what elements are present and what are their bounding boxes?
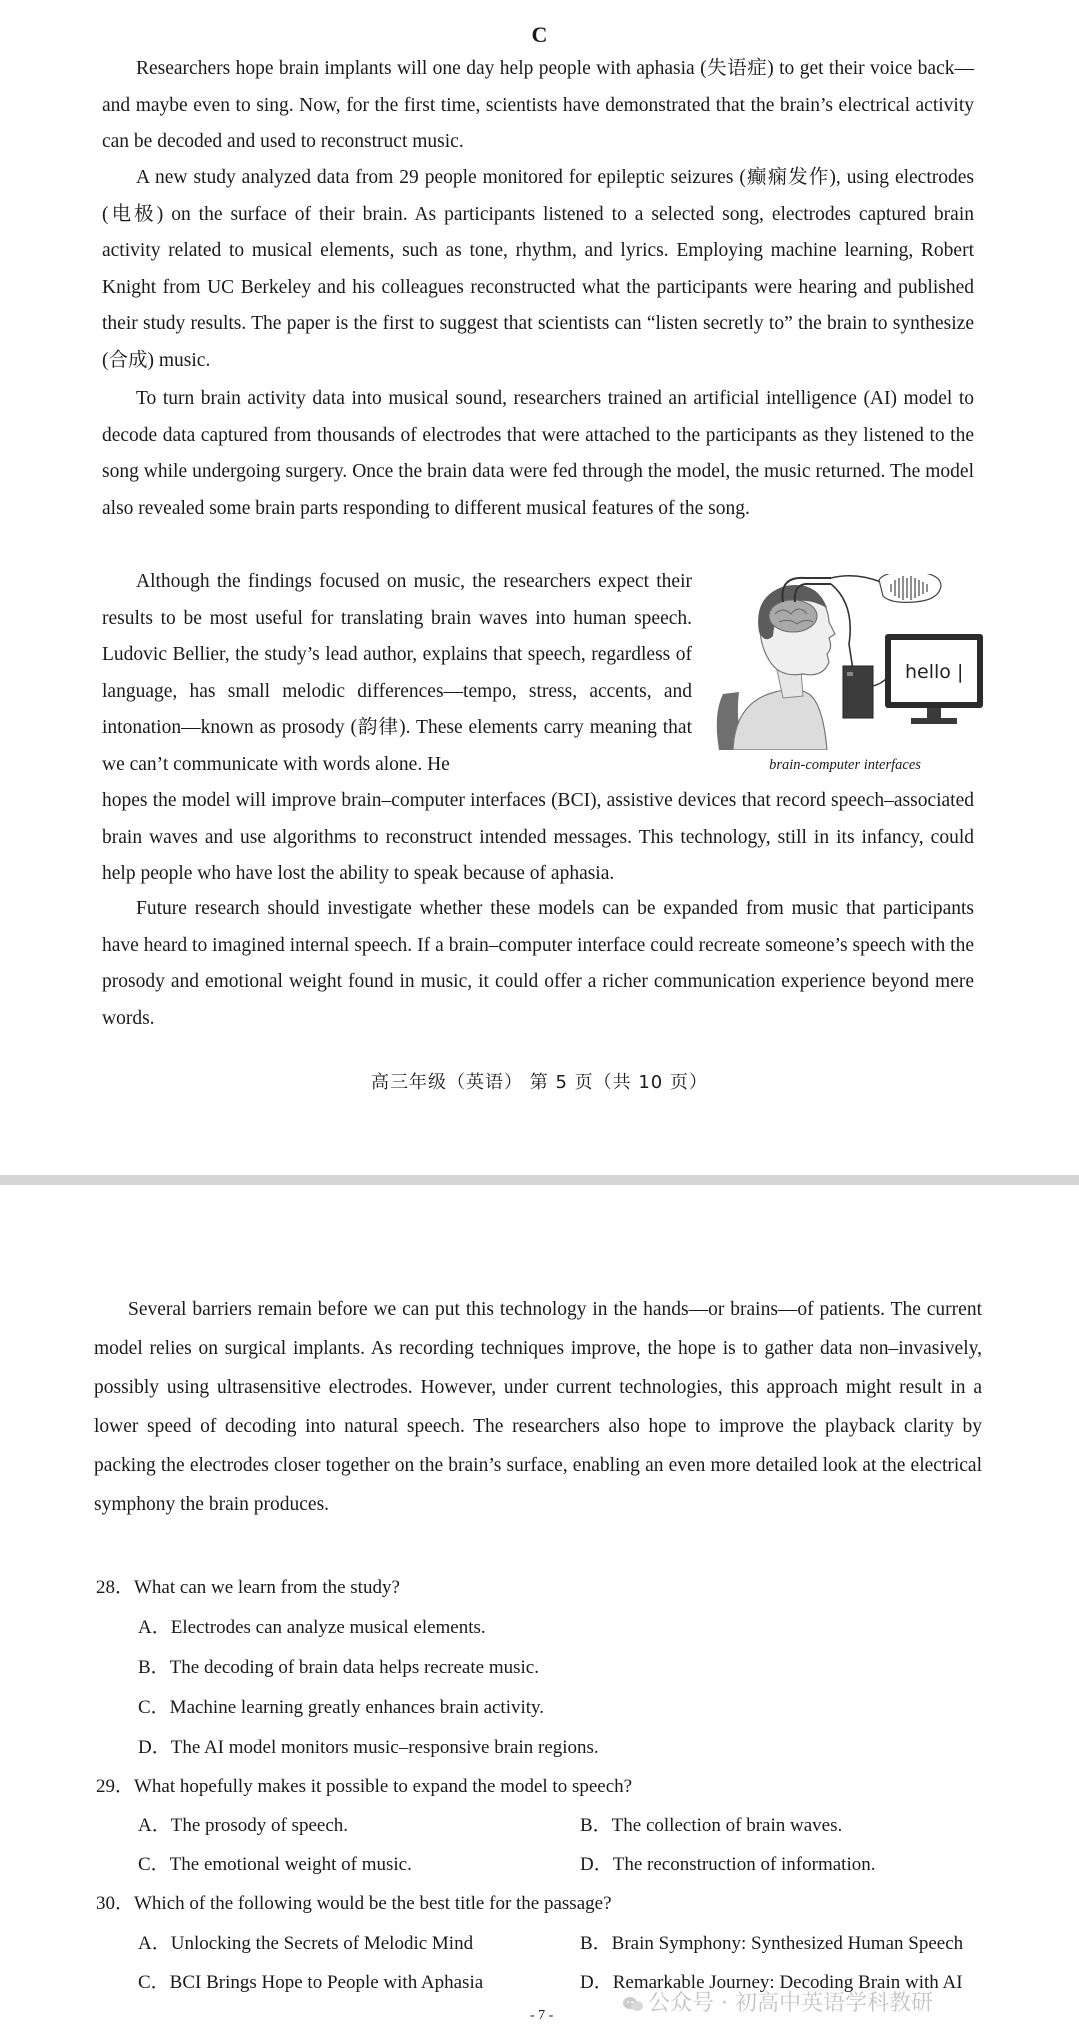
figure-caption: brain-computer interfaces: [769, 757, 921, 773]
question-29-option-a: A．The prosody of speech.: [138, 1815, 349, 1836]
question-30-option-a: A．Unlocking the Secrets of Melodic Mind: [138, 1933, 474, 1954]
paragraph-3: To turn brain activity data into musical sound, researchers trained an artificial intelligence (AI) model to decode data captured from thousands of electrodes that were attached to the participants as they listened to the song while undergoing surgery. Once the brain data were fed through the model, the music returned. The model also revealed some brain parts responding to different musical features of the song.: [102, 388, 974, 519]
watermark: [622, 1986, 933, 2017]
question-30-option-b: B．Brain Symphony: Synthesized Human Speech: [580, 1933, 964, 1954]
question-30-option-c: C．BCI Brings Hope to People with Aphasia: [138, 1972, 484, 1993]
paragraph-6: Several barriers remain before we can put this technology in the hands—or brains—of patients. The current model relies on surgical implants. As recording techniques improve, the hope is to gather data non–invasively, possibly using ultrasensitive electrodes. However, under current technologies, this approach might result in a lower speed of decoding into natural speech. The researchers also hope to improve the playback clarity by packing the electrodes closer together on the brain’s surface, enabling an even more detailed look at the electrical symphony the brain produces.: [94, 1299, 982, 1515]
question-28-option-a: A．Electrodes can analyze musical elements.: [138, 1617, 486, 1638]
monitor-screen-text: hello |: [905, 661, 964, 683]
page-separator: [0, 1175, 1079, 1185]
question-30-stem: 30．Which of the following would be the best title for the passage?: [96, 1893, 612, 1914]
paragraph-1: Researchers hope brain implants will one day help people with aphasia (失语症) to get their voice back—and maybe even to sing. Now, for the first time, scientists have demonstrated that the brain’s electrical activity can be decoded and used to reconstruct music.: [102, 58, 974, 153]
page-footer: 高三年级（英语） 第 5 页（共 10 页）: [371, 1072, 708, 1093]
paragraph-4-continued: hopes the model will improve brain–computer interfaces (BCI), assistive devices that record speech–associated brain waves and use algorithms to reconstruct intended messages. This technology, still in its infancy, could help people who have lost the ability to speak because of aphasia.: [102, 790, 974, 885]
watermark-text: 公众号 · 初高中英语学科教研: [648, 1991, 933, 2016]
question-28-option-c: C．Machine learning greatly enhances brain activity.: [138, 1697, 545, 1718]
section-letter: C: [531, 22, 548, 47]
brain-computer-interface-illustration: [705, 574, 985, 750]
question-29-option-d: D．The reconstruction of information.: [580, 1854, 876, 1875]
paragraph-2: A new study analyzed data from 29 people monitored for epileptic seizures (癫痫发作), using electrodes (电极) on the surface of their brain. As participants listened to a selected song, electrodes captured brain activity related to musical elements, such as tone, rhythm, and lyrics. Employing machine learning, Robert Knight from UC Berkeley and his colleagues reconstructed what the participants were hearing and published their study results. The paper is the first to suggest that scientists can “listen secretly to” the brain to synthesize (合成) music.: [102, 167, 974, 371]
paragraph-4-wrapped: Although the findings focused on music, the researchers expect their results to be most useful for translating brain waves into human speech. Ludovic Bellier, the study’s lead author, explains that speech, regardless of language, has small melodic differences—tempo, stress, accents, and intonation—known as prosody (韵律). These elements carry meaning that we can’t communicate with words alone. He: [102, 571, 692, 775]
question-28-option-d: D．The AI model monitors music–responsive brain regions.: [138, 1737, 599, 1758]
question-29-option-b: B．The collection of brain waves.: [580, 1815, 843, 1836]
question-28-option-b: B．The decoding of brain data helps recreate music.: [138, 1657, 539, 1678]
wechat-icon: [622, 1996, 644, 2012]
question-30-option-d: D．Remarkable Journey: Decoding Brain with AI: [580, 1972, 963, 1993]
question-29-option-c: C．The emotional weight of music.: [138, 1854, 412, 1875]
question-29-stem: 29．What hopefully makes it possible to expand the model to speech?: [96, 1776, 633, 1797]
exam-page-6: [0, 1185, 1079, 2014]
paragraph-5: Future research should investigate whether these models can be expanded from music that participants have heard to imagined internal speech. If a brain–computer interface could recreate someone’s speech with the prosody and emotional weight found in music, it could offer a richer communication experience beyond mere words.: [102, 898, 974, 1029]
question-28-stem: 28．What can we learn from the study?: [96, 1577, 400, 1598]
page-number: - 7 -: [530, 2008, 554, 2023]
